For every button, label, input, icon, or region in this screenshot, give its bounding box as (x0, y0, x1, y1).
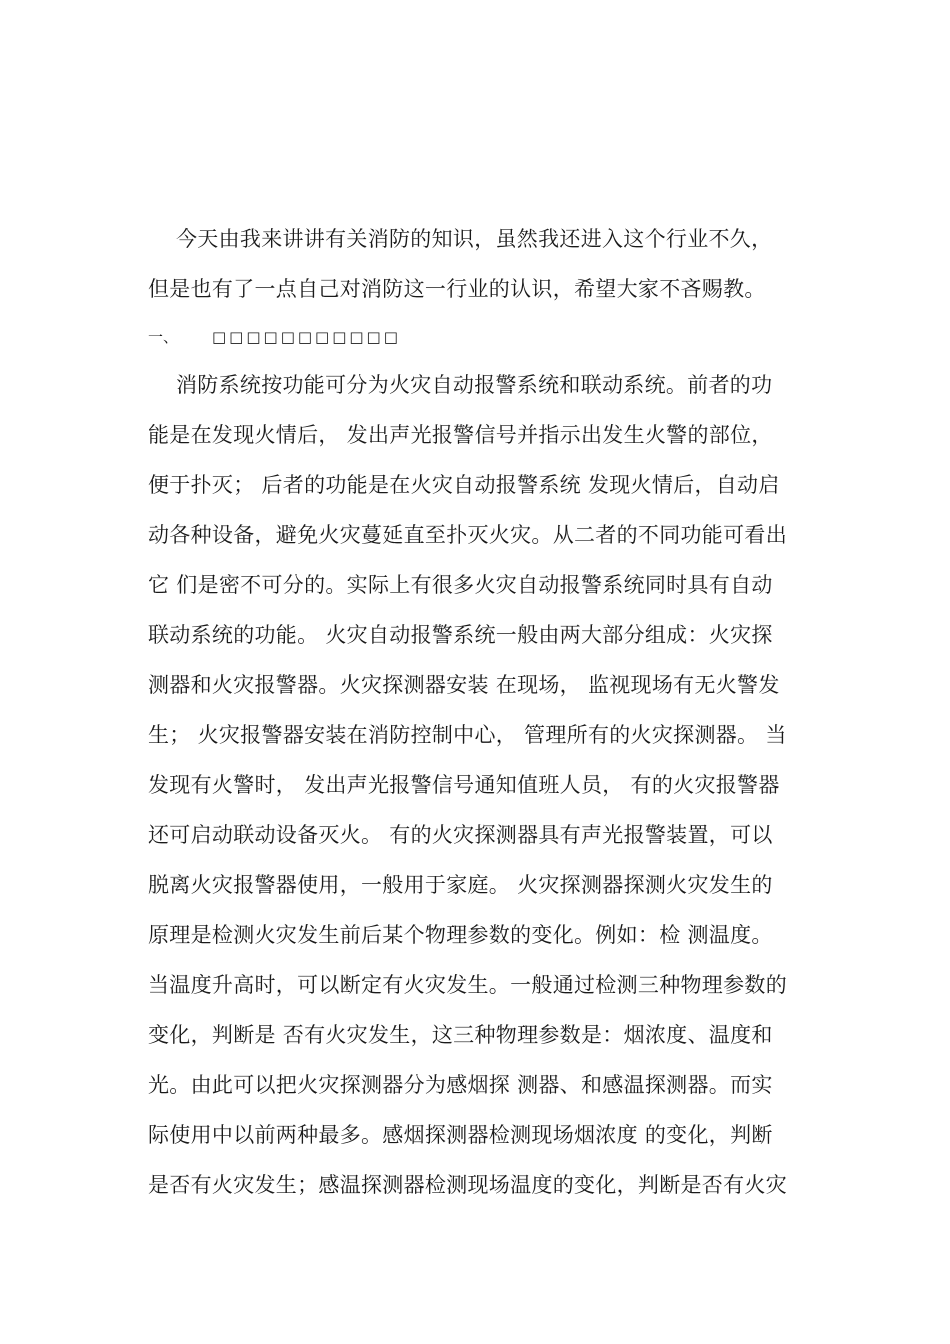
section-number: 一、 (148, 328, 179, 346)
body-line-17: 是否有火灾发生；感温探测器检测现场温度的变化，判断是否有火灾 (148, 1173, 787, 1197)
body-line-5: 它 们是密不可分的。实际上有很多火灾自动报警系统同时具有自动 (148, 573, 773, 597)
body-line-13: 当温度升高时，可以断定有火灾发生。一般通过检测三种物理参数的 (148, 973, 787, 997)
body-line-14: 变化，判断是 否有火灾发生，这三种物理参数是：烟浓度、温度和 (148, 1023, 773, 1047)
body-line-2: 能是在发现火情后， 发出声光报警信号并指示出发生火警的部位， (148, 423, 773, 447)
body-line-16: 际使用中以前两种最多。感烟探测器检测现场烟浓度 的变化，判断 (148, 1123, 773, 1147)
body-line-4: 动各种设备，避免火灾蔓延直至扑灭火灾。从二者的不同功能可看出 (148, 523, 787, 547)
document-body (148, 214, 810, 1210)
section-heading (148, 314, 810, 360)
intro-line-1: 今天由我来讲讲有关消防的知识，虽然我还进入这个行业不久， (176, 227, 773, 251)
body-line-1: 消防系统按功能可分为火灾自动报警系统和联动系统。前者的功 (176, 373, 773, 397)
body-line-6: 联动系统的功能。 火灾自动报警系统一般由两大部分组成：火灾探 (148, 623, 773, 647)
body-line-7: 测器和火灾报警器。火灾探测器安装 在现场， 监视现场有无火警发 (148, 673, 780, 697)
body-line-12: 原理是检测火灾发生前后某个物理参数的变化。例如：检 测温度。 (148, 923, 773, 947)
section-title: □□□□□□□□□□□ (212, 328, 401, 346)
body-line-3: 便于扑灭； 后者的功能是在火灾自动报警系统 发现火情后，自动启 (148, 473, 780, 497)
body-line-10: 还可启动联动设备灭火。 有的火灾探测器具有声光报警装置，可以 (148, 823, 773, 847)
body-line-9: 发现有火警时， 发出声光报警信号通知值班人员， 有的火灾报警器 (148, 773, 780, 797)
body-line-11: 脱离火灾报警器使用，一般用于家庭。 火灾探测器探测火灾发生的 (148, 873, 773, 897)
intro-line-2: 但是也有了一点自己对消防这一行业的认识，希望大家不吝赐教。 (148, 277, 766, 301)
body-line-8: 生； 火灾报警器安装在消防控制中心， 管理所有的火灾探测器。 当 (148, 723, 787, 747)
body-line-15: 光。由此可以把火灾探测器分为感烟探 测器、和感温探测器。而实 (148, 1073, 773, 1097)
